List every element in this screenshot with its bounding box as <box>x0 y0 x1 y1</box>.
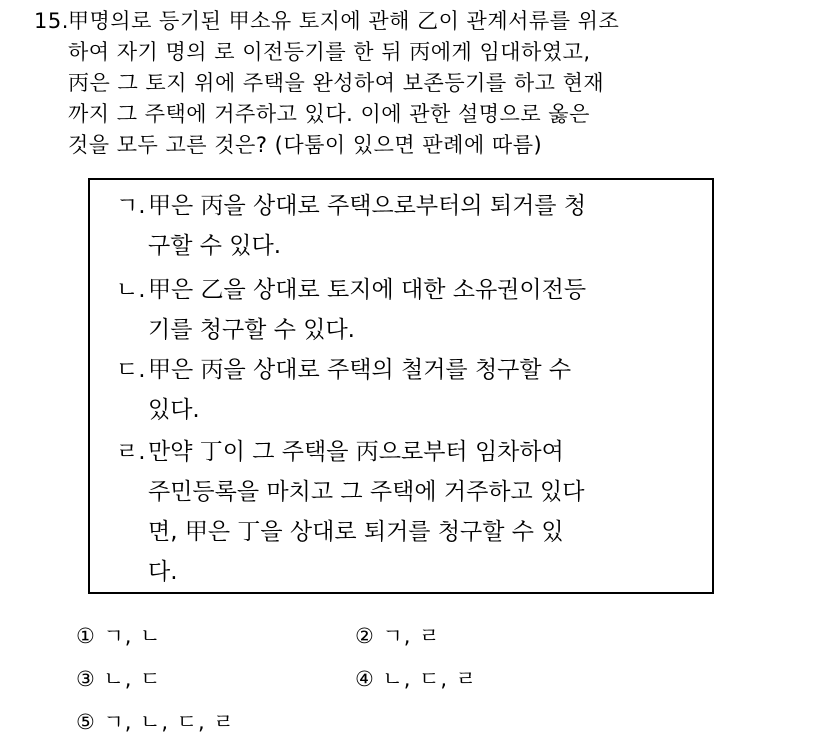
option-2[interactable]: ② ㄱ, ㄹ <box>355 624 441 648</box>
option-5[interactable]: ⑤ ㄱ, ㄴ, ㄷ, ㄹ <box>76 710 235 734</box>
question-line: 것을 모두 고른 것은? (다툼이 있으면 판례에 따름) <box>68 133 543 157</box>
statement-item: ㄱ. 甲은 丙을 상대로 주택으로부터의 퇴거를 청 구할 수 있다. <box>116 193 587 259</box>
option-3[interactable]: ③ ㄴ, ㄷ <box>76 667 162 691</box>
option-4[interactable]: ④ ㄴ, ㄷ, ㄹ <box>355 667 478 691</box>
statement-item: ㄹ. 만약 丁이 그 주택을 丙으로부터 임차하여 주민등록을 마치고 그 주택에 거주하고 있다 면, 甲은 丁을 상대로 퇴거를 청구할 수 있 다. <box>116 439 585 585</box>
question-line: 15.甲명의로 등기된 甲소유 토지에 관해 乙이 관계서류를 위조 <box>34 6 619 37</box>
question-line: 하여 자기 명의 로 이전등기를 한 뒤 丙에게 임대하였고, <box>68 40 591 64</box>
question-number: 15. <box>34 9 69 33</box>
statement-item: ㄴ. 甲은 乙을 상대로 토지에 대한 소유권이전등 기를 청구할 수 있다. <box>116 277 587 343</box>
option-1[interactable]: ① ㄱ, ㄴ <box>76 624 162 648</box>
question-line: 丙은 그 토지 위에 주택을 완성하여 보존등기를 하고 현재 <box>68 71 605 95</box>
statements-box <box>88 178 714 594</box>
question-line: 까지 그 주택에 거주하고 있다. 이에 관한 설명으로 옳은 <box>68 102 590 126</box>
question <box>34 6 619 161</box>
statement-item: ㄷ. 甲은 丙을 상대로 주택의 철거를 청구할 수 있다. <box>116 357 572 423</box>
